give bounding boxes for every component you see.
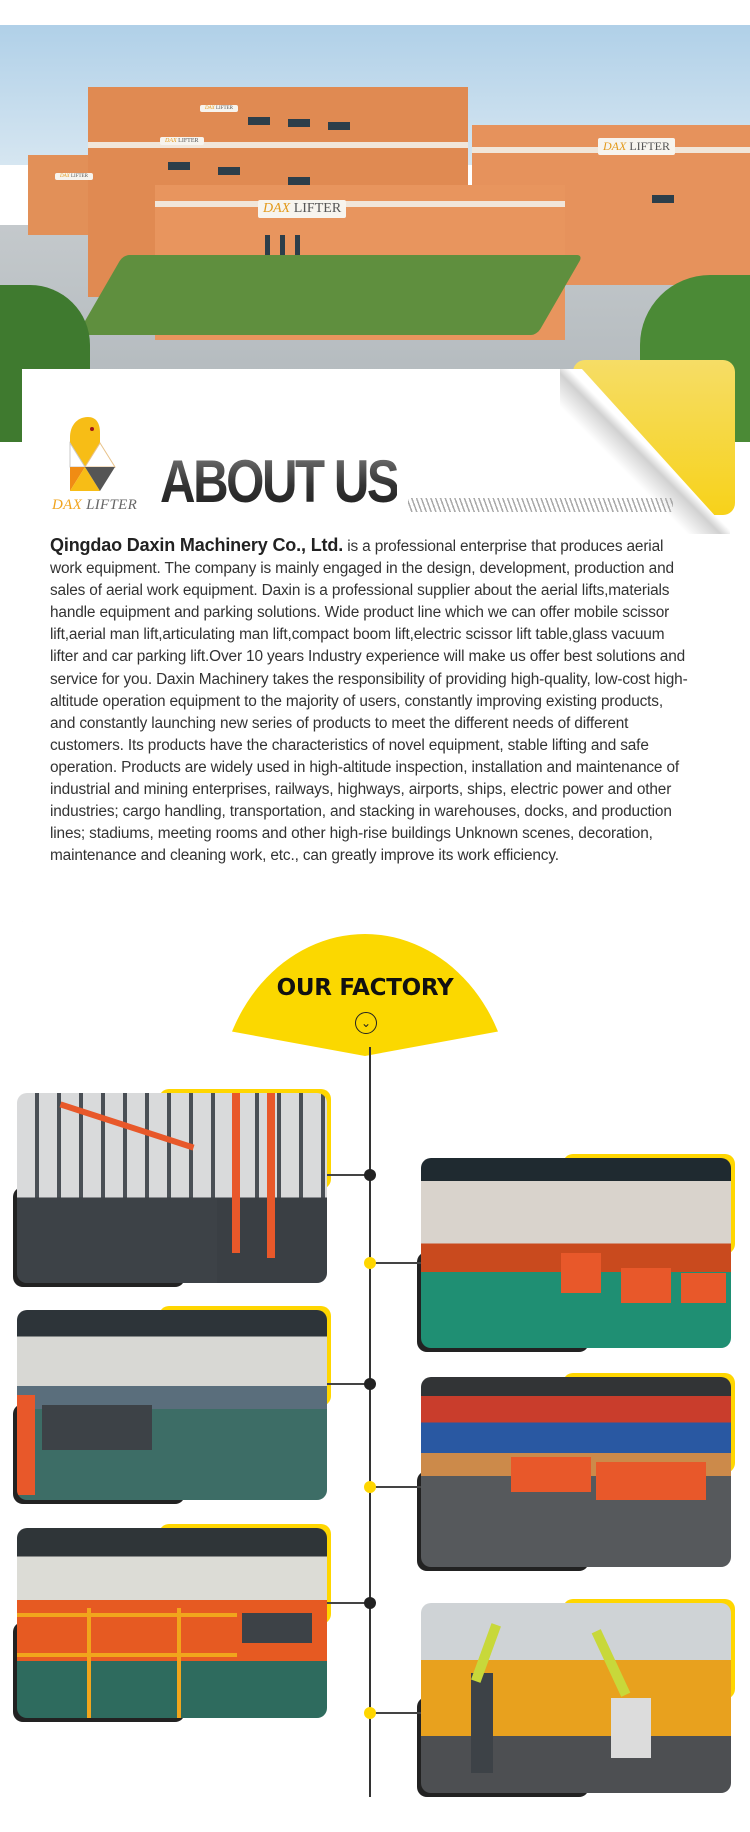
sign-dax-lifter-far: DAX LIFTER bbox=[55, 173, 93, 180]
connector-5 bbox=[327, 1602, 369, 1604]
timeline-dot-dark bbox=[364, 1597, 376, 1609]
photo-scissor-lift-bases bbox=[421, 1377, 731, 1567]
factory-photo-2[interactable] bbox=[421, 1158, 731, 1348]
photo-warehouse-dock-levelers bbox=[17, 1310, 327, 1500]
timeline-line bbox=[369, 1047, 371, 1797]
about-description bbox=[50, 534, 690, 867]
timeline-dot-dark bbox=[364, 1378, 376, 1390]
photo-assembly-hall bbox=[421, 1158, 731, 1348]
factory-photo-4[interactable] bbox=[421, 1377, 731, 1567]
sign-dax-lifter-front: DAX LIFTER bbox=[258, 200, 346, 218]
hatch-divider bbox=[408, 498, 673, 512]
about-us-heading: ABOUT US bbox=[160, 448, 398, 515]
our-factory-heading: OUR FACTORY bbox=[276, 975, 454, 1001]
factory-photo-6[interactable] bbox=[421, 1603, 731, 1793]
sign-dax-lifter-mid: DAX LIFTER bbox=[160, 137, 204, 145]
timeline-dot-yellow bbox=[364, 1257, 376, 1269]
connector-3 bbox=[327, 1383, 369, 1385]
connector-6 bbox=[371, 1712, 421, 1714]
connector-1 bbox=[327, 1174, 369, 1176]
factory-photo-1[interactable] bbox=[17, 1093, 327, 1283]
dax-lifter-logo bbox=[52, 415, 148, 515]
company-name: Qingdao Daxin Machinery Co., Ltd. bbox=[50, 535, 344, 555]
photo-welding-workshop bbox=[17, 1093, 327, 1283]
about-body: is a professional enterprise that produces aerial work equipment. The company is mainly engaged in the design, development, production and sales of aerial work equipment. Daxin is a professional supplier about the aerial lifts,materials handle equipment and parking solutions. Wide product line which we can offer mobile scissor lift,aerial man lift,articulating man lift,compact boom lift,electric scissor lift table,glass vacuum lifter and car parking lift.Over 10 years Industry experience will make us offer best solutions and service for you. Daxin Machinery takes the responsibility of providing high-quality, low-cost high-altitude operation equipment to the majority of users, constantly improving existing products, and constantly launching new series of products to meet the different needs of different customers. Its products have the characteristics of novel equipment, stable lifting and safe operation. Products are widely used in high-altitude inspection, installation and maintenance of industrial and mining enterprises, railways, highways, airports, ships, electric power and other industries; cargo handling, transportation, and stacking in warehouses, docks, and production lines; stadiums, meeting rooms and other high-rise buildings Unknown scenes, decoration, maintenance and cleaning work, etc., can greatly improve its work efficiency. bbox=[50, 538, 688, 865]
logo-mark-icon bbox=[52, 415, 148, 497]
timeline-dot-dark bbox=[364, 1169, 376, 1181]
sign-dax-lifter-top: DAX LIFTER bbox=[200, 105, 238, 112]
logo-wordmark: DAX LIFTER bbox=[52, 497, 138, 513]
factory-photo-5[interactable] bbox=[17, 1528, 327, 1718]
connector-4 bbox=[371, 1486, 421, 1488]
photo-storage-racks bbox=[17, 1528, 327, 1718]
factory-photo-3[interactable] bbox=[17, 1310, 327, 1500]
lawn bbox=[77, 255, 583, 335]
timeline-dot-yellow bbox=[364, 1707, 376, 1719]
connector-2 bbox=[371, 1262, 421, 1264]
photo-robotic-welding bbox=[421, 1603, 731, 1793]
chevron-down-icon[interactable]: ⌄ bbox=[355, 1012, 377, 1034]
sign-dax-lifter-right: DAX LIFTER bbox=[598, 138, 675, 155]
timeline-dot-yellow bbox=[364, 1481, 376, 1493]
